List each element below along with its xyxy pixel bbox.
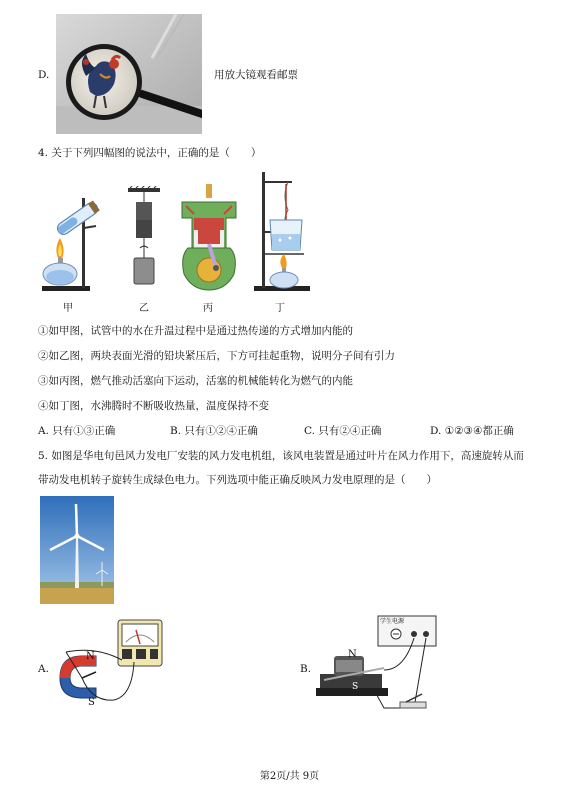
- q5-option-b-n-pole: N: [348, 649, 357, 660]
- magnifier-stamp-photo: [56, 14, 202, 134]
- option-a: A. 只有①③正确: [38, 425, 116, 437]
- statement-3: ③如丙图，燃气推动活塞向下运动，活塞的机械能转化为燃气的内能: [38, 375, 353, 387]
- q5-option-a-s-pole: S: [88, 697, 95, 708]
- q5-option-a-apparatus: [52, 616, 170, 712]
- figure-bing-engine: [176, 184, 242, 294]
- figure-ding-boiling-water: [252, 170, 312, 294]
- question-5-stem-line2: 带动发电机转子旋转生成绿色电力。下列选项中能正确反映风力发电原理的是（ ）: [38, 474, 437, 486]
- figure-label-bing: 丙: [203, 303, 213, 314]
- question-5-stem-line1: 5. 如图是华电旬邑风力发电厂安装的风力发电机组，该风电装置是通过叶片在风力作用下，高速旋转从而: [38, 450, 524, 462]
- q5-option-b-s-pole: S: [352, 682, 359, 692]
- statement-1: ①如甲图，试管中的水在升温过程中是通过热传递的方式增加内能的: [38, 325, 353, 337]
- figure-label-jia: 甲: [63, 303, 73, 314]
- option-c: C. 只有②④正确: [304, 425, 382, 437]
- wind-turbine-photo: [40, 496, 114, 604]
- question-4-stem: 4. 关于下列四幅图的说法中，正确的是（ ）: [38, 147, 262, 159]
- q5-option-a-letter: A.: [38, 663, 49, 675]
- option-b: B. 只有①②④正确: [170, 425, 258, 437]
- figure-label-yi: 乙: [139, 303, 149, 314]
- q5-option-b-letter: B.: [300, 663, 312, 675]
- q5-option-b-power-label: 学生电源: [380, 618, 405, 625]
- option-d-text: 用放大镜观看邮票: [214, 69, 298, 81]
- figure-jia-test-tube: [38, 188, 108, 293]
- page-number: 第2页/共 9页: [259, 771, 320, 782]
- statement-2: ②如乙图，两块表面光滑的铅块紧压后，下方可挂起重物，说明分子间有引力: [38, 350, 395, 362]
- figure-yi-lead-blocks: [124, 186, 164, 294]
- figure-label-ding: 丁: [275, 303, 285, 314]
- option-d-letter: D.: [38, 69, 50, 81]
- q5-option-a-n-pole: N: [86, 651, 95, 662]
- statement-4: ④如丁图，水沸腾时不断吸收热量，温度保持不变: [38, 400, 269, 412]
- option-d: D. ①②③④都正确: [430, 425, 514, 437]
- q5-option-b-apparatus: [314, 610, 442, 714]
